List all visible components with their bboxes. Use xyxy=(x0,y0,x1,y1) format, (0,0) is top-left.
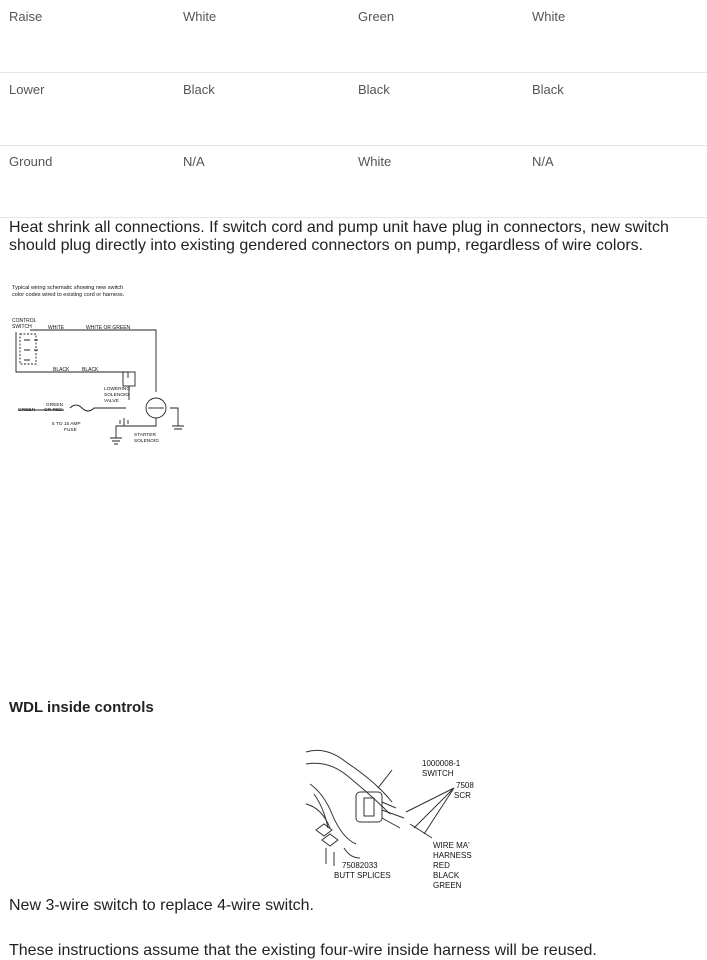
table-cell: White xyxy=(183,9,217,24)
black-wire-label: BLACK xyxy=(53,367,70,373)
green-or-red-label: GREEN xyxy=(46,403,64,408)
wiring-schematic-figure xyxy=(8,280,184,450)
splice-part-label: 75082033 xyxy=(342,861,378,870)
table-cell: White xyxy=(532,9,566,24)
screw-label: SCR xyxy=(454,791,471,800)
paragraph-line: should plug directly into existing gendered connectors on pump, regardless of wire colors. xyxy=(9,237,644,254)
fuse-label: FUSE xyxy=(64,428,77,433)
part-number-label: 1000008-1 xyxy=(422,759,461,768)
starter-solenoid-label: STARTER xyxy=(134,433,156,438)
table-cell: N/A xyxy=(532,154,554,169)
paragraph-line: Heat shrink all connections. If switch cord and pump unit have plug in connectors, new switch xyxy=(9,219,669,236)
schematic-caption: color codes wired to existing cord or harness. xyxy=(12,292,125,298)
table-cell: Green xyxy=(358,9,395,24)
table-cell: White xyxy=(358,154,392,169)
heat-shrink-paragraph xyxy=(9,219,669,255)
table-row xyxy=(0,0,707,73)
switch-label: SWITCH xyxy=(12,324,32,330)
table-cell: Black xyxy=(183,82,215,97)
lowering-valve-label: VALVE xyxy=(104,399,119,404)
assumption-text: These instructions assume that the existing four-wire inside harness will be reused. xyxy=(9,942,597,959)
black-wire-label: BLACK xyxy=(82,367,99,373)
table-cell: Ground xyxy=(9,154,53,169)
lowering-valve-label: LOWERING xyxy=(104,387,131,392)
butt-splices-label: BUTT SPLICES xyxy=(334,871,391,880)
control-label: CONTROL xyxy=(12,318,37,324)
table-cell: Black xyxy=(358,82,390,97)
table-cell: Black xyxy=(532,82,564,97)
schematic-caption: Typical wiring schematic showing new switch xyxy=(12,285,124,291)
wire-color-red: RED xyxy=(433,861,450,870)
wire-harness-label: HARNESS xyxy=(433,851,472,860)
table-cell: Raise xyxy=(9,9,43,24)
switch-label: SWITCH xyxy=(422,769,454,778)
fuse-label: 5 TO 15 AMP xyxy=(52,422,81,427)
white-or-green-label: WHITE OR GREEN xyxy=(86,325,131,331)
wire-color-black: BLACK xyxy=(433,871,460,880)
switch-harness-svg xyxy=(304,744,474,894)
starter-solenoid-label: SOLENOID xyxy=(134,439,159,444)
green-wire-label: GREEN xyxy=(18,408,36,413)
lowering-valve-label: SOLENOID xyxy=(104,393,129,398)
switch-harness-figure xyxy=(304,744,474,894)
table-row xyxy=(0,73,707,146)
section-heading: WDL inside controls xyxy=(9,699,154,716)
wire-color-green: GREEN xyxy=(433,881,462,890)
table-cell: N/A xyxy=(183,154,205,169)
table-cell: Lower xyxy=(9,82,45,97)
screw-part-label: 7508 xyxy=(456,781,474,790)
table-row xyxy=(0,145,707,218)
replace-switch-text: New 3-wire switch to replace 4-wire switch. xyxy=(9,897,314,914)
white-wire-label: WHITE xyxy=(48,325,65,331)
wiring-schematic-svg xyxy=(8,280,184,450)
wire-harness-label: WIRE MA' xyxy=(433,841,470,850)
green-or-red-label: OR RED xyxy=(44,408,63,413)
